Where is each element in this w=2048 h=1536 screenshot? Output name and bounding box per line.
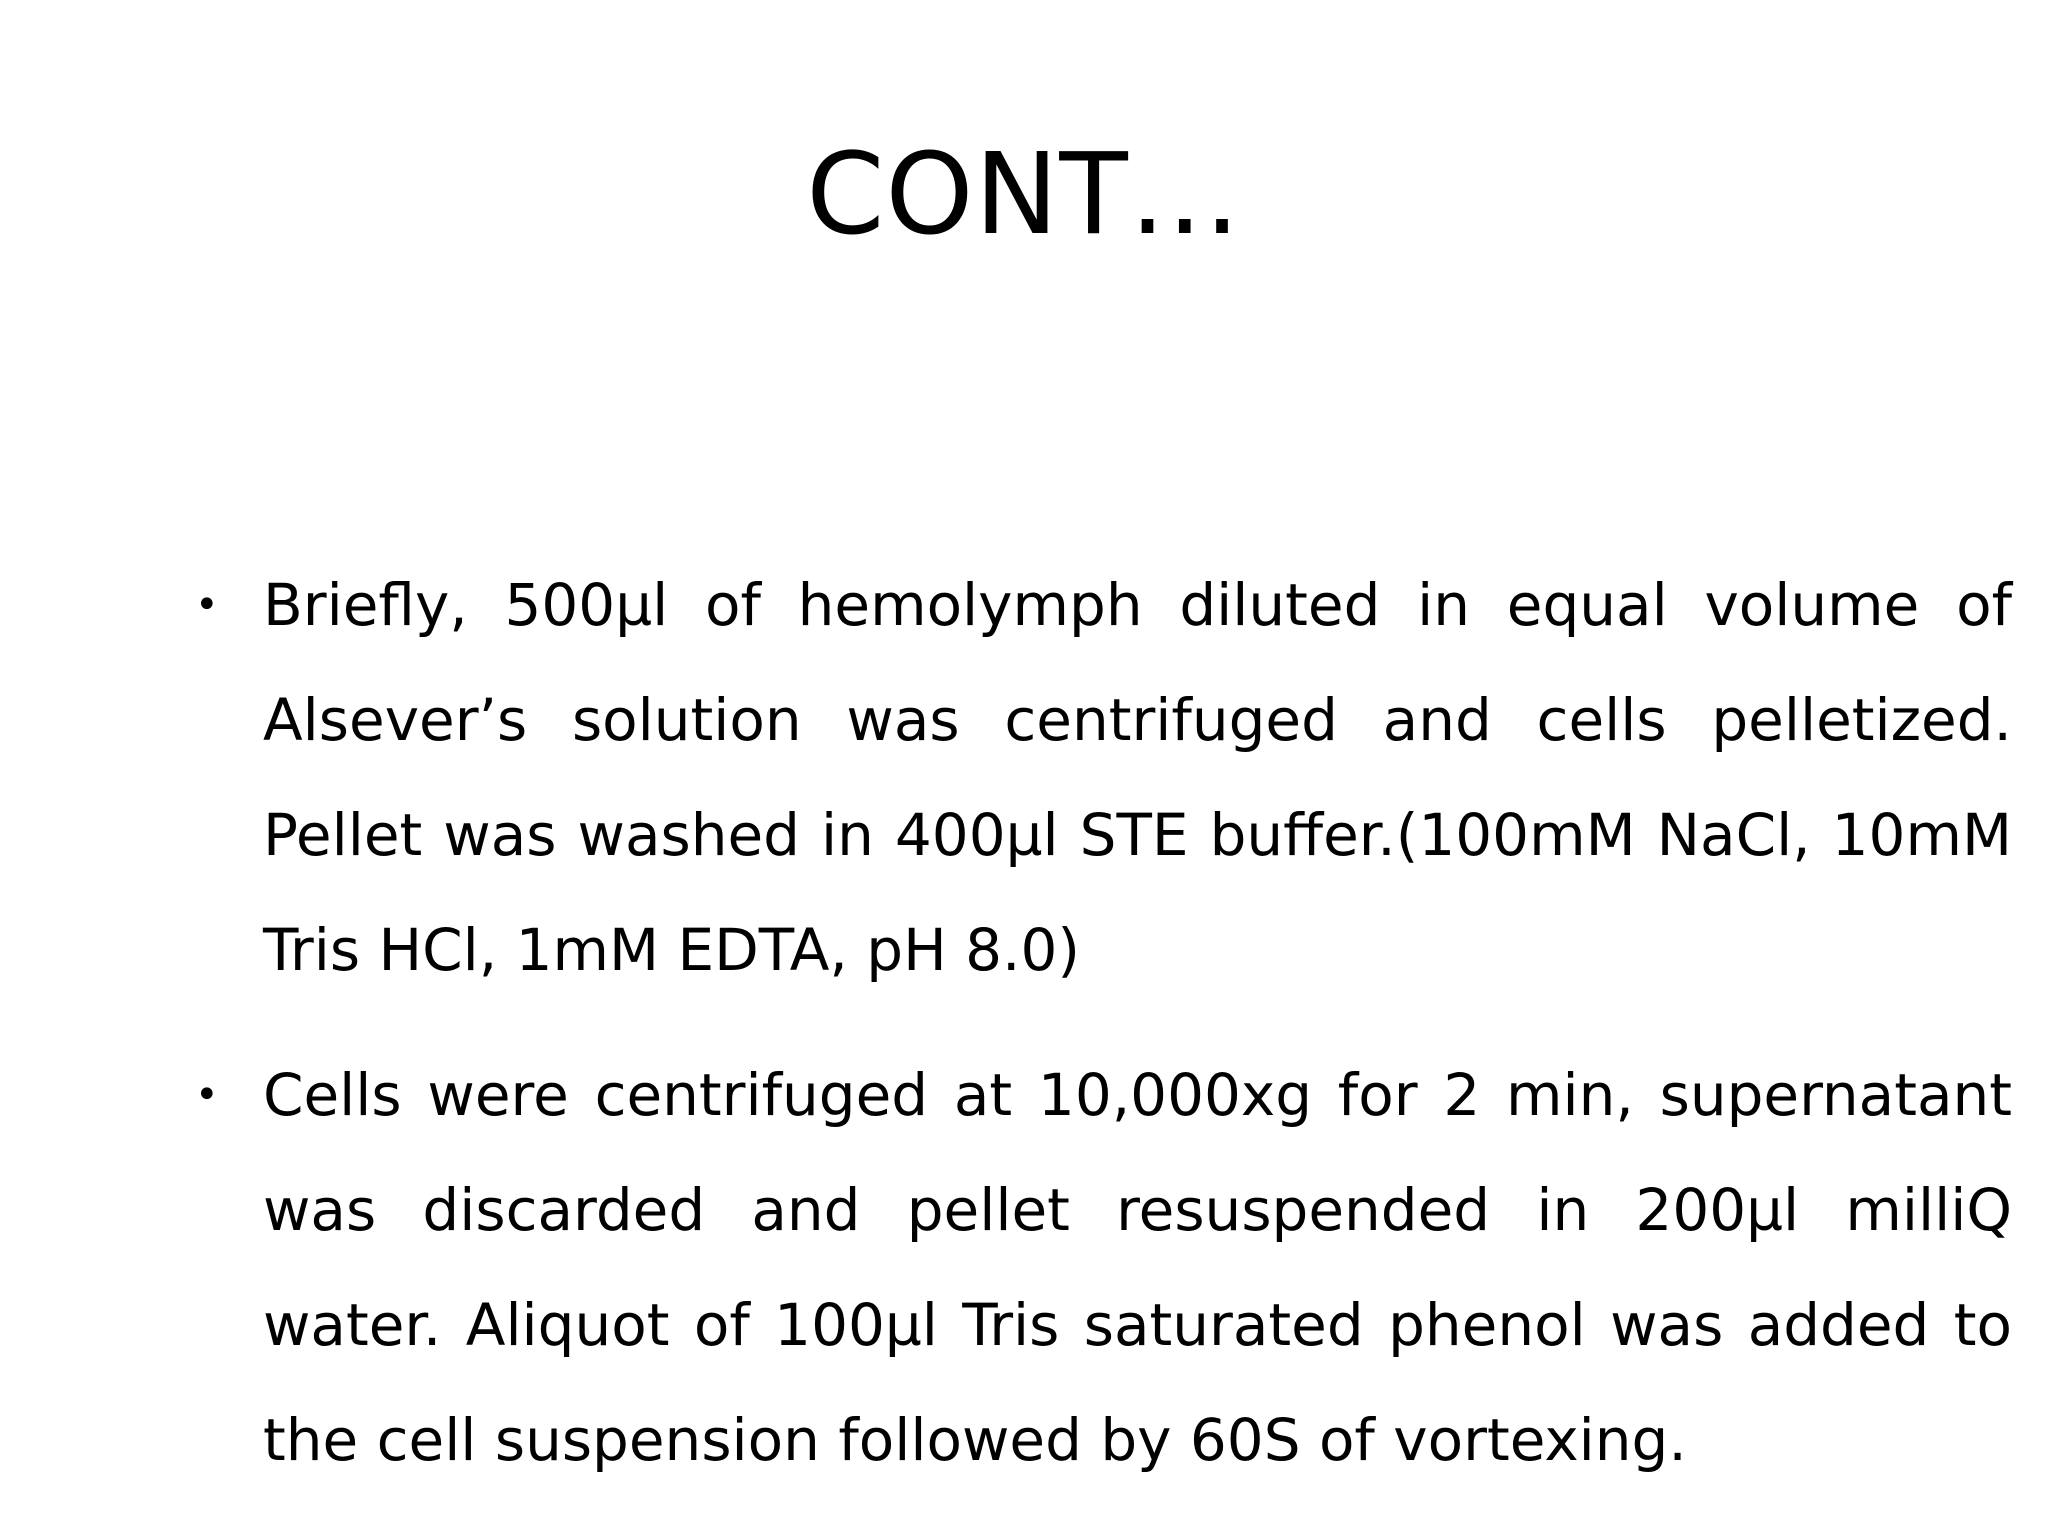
bullet-item <box>195 1038 2012 1498</box>
bullet-marker-icon: • <box>195 1072 219 1118</box>
bullet-marker-icon: • <box>195 582 219 628</box>
slide-title: CONT… <box>806 130 1242 260</box>
bullet-text: Cells were centrifuged at 10,000xg for 2 min, supernatant was discarded and pellet resuspended in 200µl milliQ water. Aliquot of 100µl Tris saturated phenol was added to the cell suspension followed by 60S of vortexing. <box>263 1061 2012 1474</box>
bullet-item <box>195 548 2012 1008</box>
bullet-text: Briefly, 500µl of hemolymph diluted in equal volume of Alsever’s solution was centrifuged and cells pelletized. Pellet was washed in 400µl STE buffer.(100mM NaCl, 10mM Tris HCl, 1mM EDTA, pH 8.0) <box>263 571 2012 984</box>
bullet-list <box>195 548 2012 1528</box>
